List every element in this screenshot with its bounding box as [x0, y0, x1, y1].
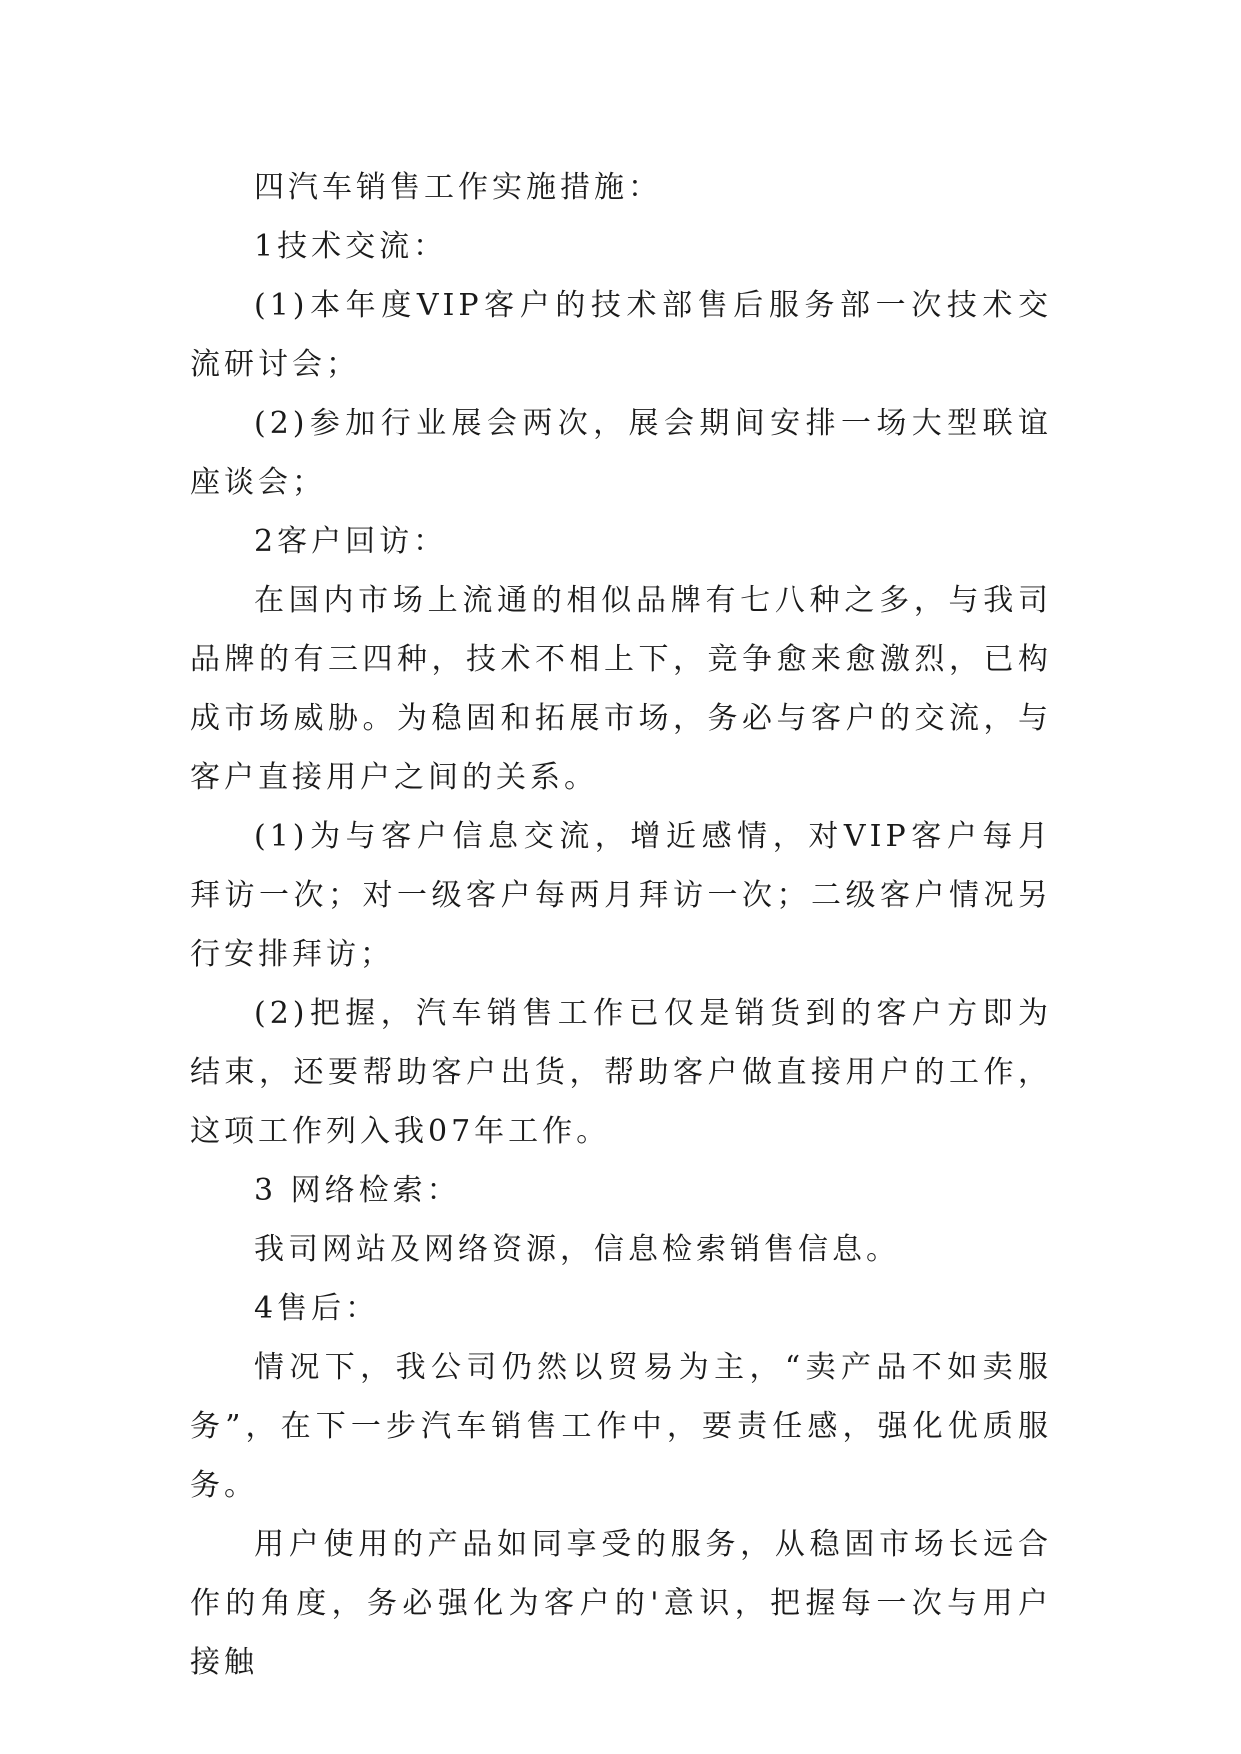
paragraph-service-focus: 情况下，我公司仍然以贸易为主，“卖产品不如卖服务”，在下一步汽车销售工作中，要责任感，强化优质服务。 — [190, 1350, 1052, 1503]
subheading-after-sales: 4售后： — [254, 1291, 380, 1326]
document-body — [190, 158, 1052, 1692]
paragraph-market-situation: 在国内市场上流通的相似品牌有七八种之多，与我司品牌的有三四种，技术不相上下，竞争愈来愈激烈，已构成市场威胁。为稳固和拓展市场，务必与客户的交流，与客户直接用户之间的关系。 — [190, 583, 1052, 795]
paragraph-tech-item-1: (1)本年度VIP客户的技术部售后服务部一次技术交流研讨会； — [190, 288, 1052, 382]
subheading-tech-exchange: 1技术交流： — [254, 229, 448, 264]
section-heading-measures: 四汽车销售工作实施措施： — [254, 170, 662, 205]
paragraph-user-service: 用户使用的产品如同享受的服务，从稳固市场长远合作的角度，务必强化为客户的'意识，把握每一次与用户接触 — [190, 1527, 1052, 1680]
paragraph-tech-item-2: (2)参加行业展会两次，展会期间安排一场大型联谊座谈会； — [190, 406, 1052, 500]
paragraph-network-search: 我司网站及网络资源，信息检索销售信息。 — [254, 1232, 900, 1267]
paragraph-visit-item-1: (1)为与客户信息交流，增近感情，对VIP客户每月拜访一次；对一级客户每两月拜访一次；二级客户情况另行安排拜访； — [190, 819, 1052, 972]
subheading-customer-visit: 2客户回访： — [254, 524, 448, 559]
subheading-network-search: 3 网络检索： — [254, 1173, 461, 1208]
paragraph-visit-item-2: (2)把握，汽车销售工作已仅是销货到的客户方即为结束，还要帮助客户出货，帮助客户做直接用户的工作，这项工作列入我07年工作。 — [190, 996, 1052, 1149]
